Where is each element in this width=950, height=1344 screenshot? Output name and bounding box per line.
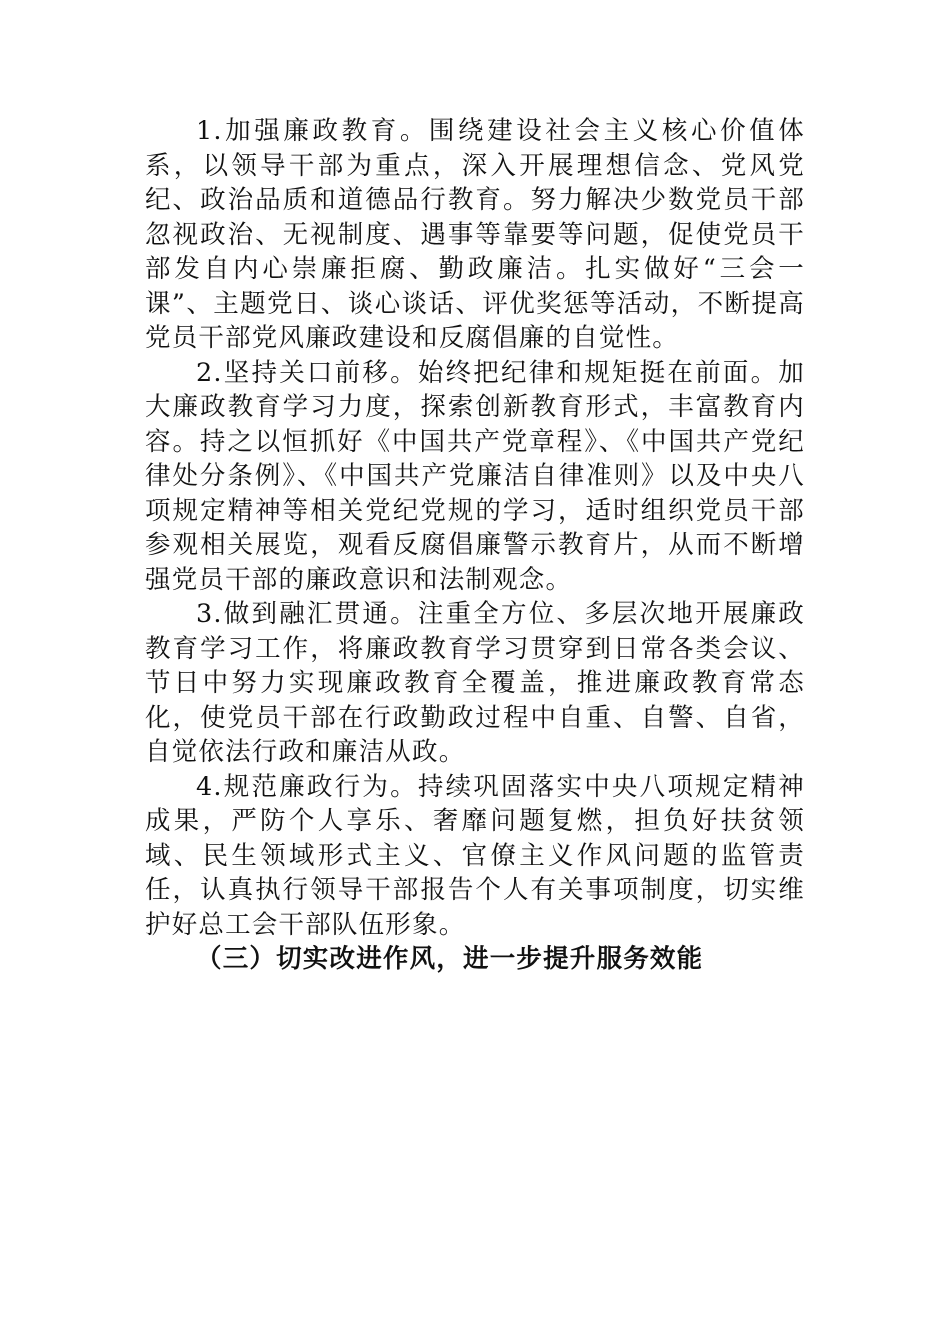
paragraph-strengthen-education: 1.加强廉政教育。围绕建设社会主义核心价值体系，以领导干部为重点，深入开展理想信念、党风党纪、政治品质和道德品行教育。努力解决少数党员干部忽视政治、无视制度、遇事等靠要等问题，促使党员干部发自内心崇廉拒腐、勤政廉洁。扎实做好“三会一课”、主题党日、谈心谈话、评优奖惩等活动，不断提高党员干部党风廉政建设和反腐倡廉的自觉性。 (145, 116, 805, 353)
document-body (145, 114, 805, 977)
paragraph-move-forward: 2.坚持关口前移。始终把纪律和规矩挺在前面。加大廉政教育学习力度，探索创新教育形式，丰富教育内容。持之以恒抓好《中国共产党章程》、《中国共产党纪律处分条例》、《中国共产党廉洁自律准则》以及中央八项规定精神等相关党纪党规的学习，适时组织党员干部参观相关展览，观看反腐倡廉警示教育片，从而不断增强党员干部的廉政意识和法制观念。 (145, 357, 805, 595)
paragraph-regulate-behavior: 4.规范廉政行为。持续巩固落实中央八项规定精神成果，严防个人享乐、奢靡问题复燃，担负好扶贫领域、民生领域形式主义、官僚主义作风问题的监管责任，认真执行领导干部报告个人有关事项制度，切实维护好总工会干部队伍形象。 (145, 771, 805, 940)
section-heading: （三）切实改进作风，进一步提升服务效能 (196, 944, 704, 974)
paragraph-integrate: 3.做到融汇贯通。注重全方位、多层次地开展廉政教育学习工作，将廉政教育学习贯穿到日常各类会议、节日中努力实现廉政教育全覆盖，推进廉政教育常态化，使党员干部在行政勤政过程中自重、自警、自省，自觉依法行政和廉洁从政。 (145, 599, 805, 767)
